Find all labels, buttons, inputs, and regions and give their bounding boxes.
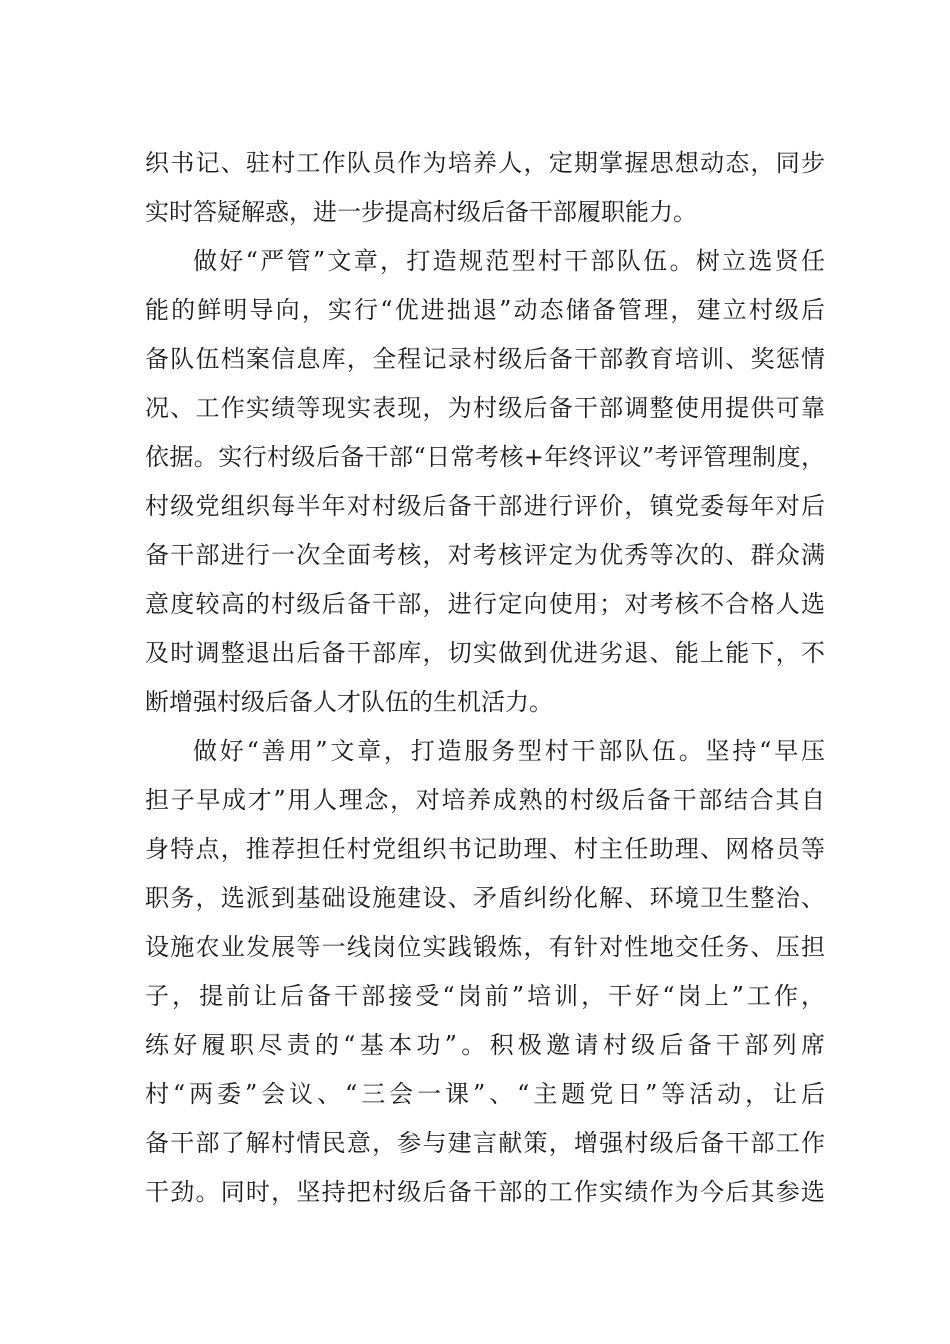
text-line: 意度较高的村级后备干部，进行定向使用；对考核不合格人选 (145, 590, 825, 618)
text-line: 身特点，推荐担任村党组织书记助理、村主任助理、网格员等 (145, 835, 825, 863)
text-line: 实时答疑解惑，进一步提高村级后备干部履职能力。 (145, 198, 697, 226)
paragraph-2 (145, 237, 825, 727)
text-line: 备干部进行一次全面考核，对考核评定为优秀等次的、群众满 (145, 541, 825, 569)
text-line: 村“两委”会议、“三会一课”、“主题党日”等活动，让后 (145, 1080, 825, 1108)
text-line: 断增强村级后备人才队伍的生机活力。 (145, 688, 553, 716)
text-line: 备队伍档案信息库，全程记录村级后备干部教育培训、奖惩情 (145, 345, 825, 373)
text-line: 职务，选派到基础设施建设、矛盾纠纷化解、环境卫生整治、 (145, 884, 825, 912)
text-line: 及时调整退出后备干部库，切实做到优进劣退、能上能下，不 (145, 639, 825, 667)
text-line: 织书记、驻村工作队员作为培养人，定期掌握思想动态，同步 (145, 149, 825, 177)
text-line: 设施农业发展等一线岗位实践锻炼，有针对性地交任务、压担 (145, 933, 825, 961)
text-line: 做好“善用”文章，打造服务型村干部队伍。坚持“早压 (193, 737, 825, 765)
text-line: 依据。实行村级后备干部“日常考核+年终评议”考评管理制度， (145, 443, 825, 471)
text-line: 备干部了解村情民意，参与建言献策，增强村级后备干部工作 (145, 1129, 825, 1157)
body-text (145, 139, 825, 1217)
paragraph-3 (145, 727, 825, 1217)
text-line: 能的鲜明导向，实行“优进拙退”动态储备管理，建立村级后 (145, 296, 825, 324)
text-line: 练好履职尽责的“基本功”。积极邀请村级后备干部列席 (145, 1031, 825, 1059)
text-line: 村级党组织每半年对村级后备干部进行评价，镇党委每年对后 (145, 492, 825, 520)
text-line: 做好“严管”文章，打造规范型村干部队伍。树立选贤任 (193, 247, 825, 275)
paragraph-1 (145, 139, 825, 237)
text-line: 担子早成才”用人理念，对培养成熟的村级后备干部结合其自 (145, 786, 825, 814)
text-line: 况、工作实绩等现实表现，为村级后备干部调整使用提供可靠 (145, 394, 825, 422)
text-line: 干劲。同时，坚持把村级后备干部的工作实绩作为今后其参选 (145, 1178, 825, 1206)
text-line: 子，提前让后备干部接受“岗前”培训，干好“岗上”工作， (145, 982, 825, 1010)
